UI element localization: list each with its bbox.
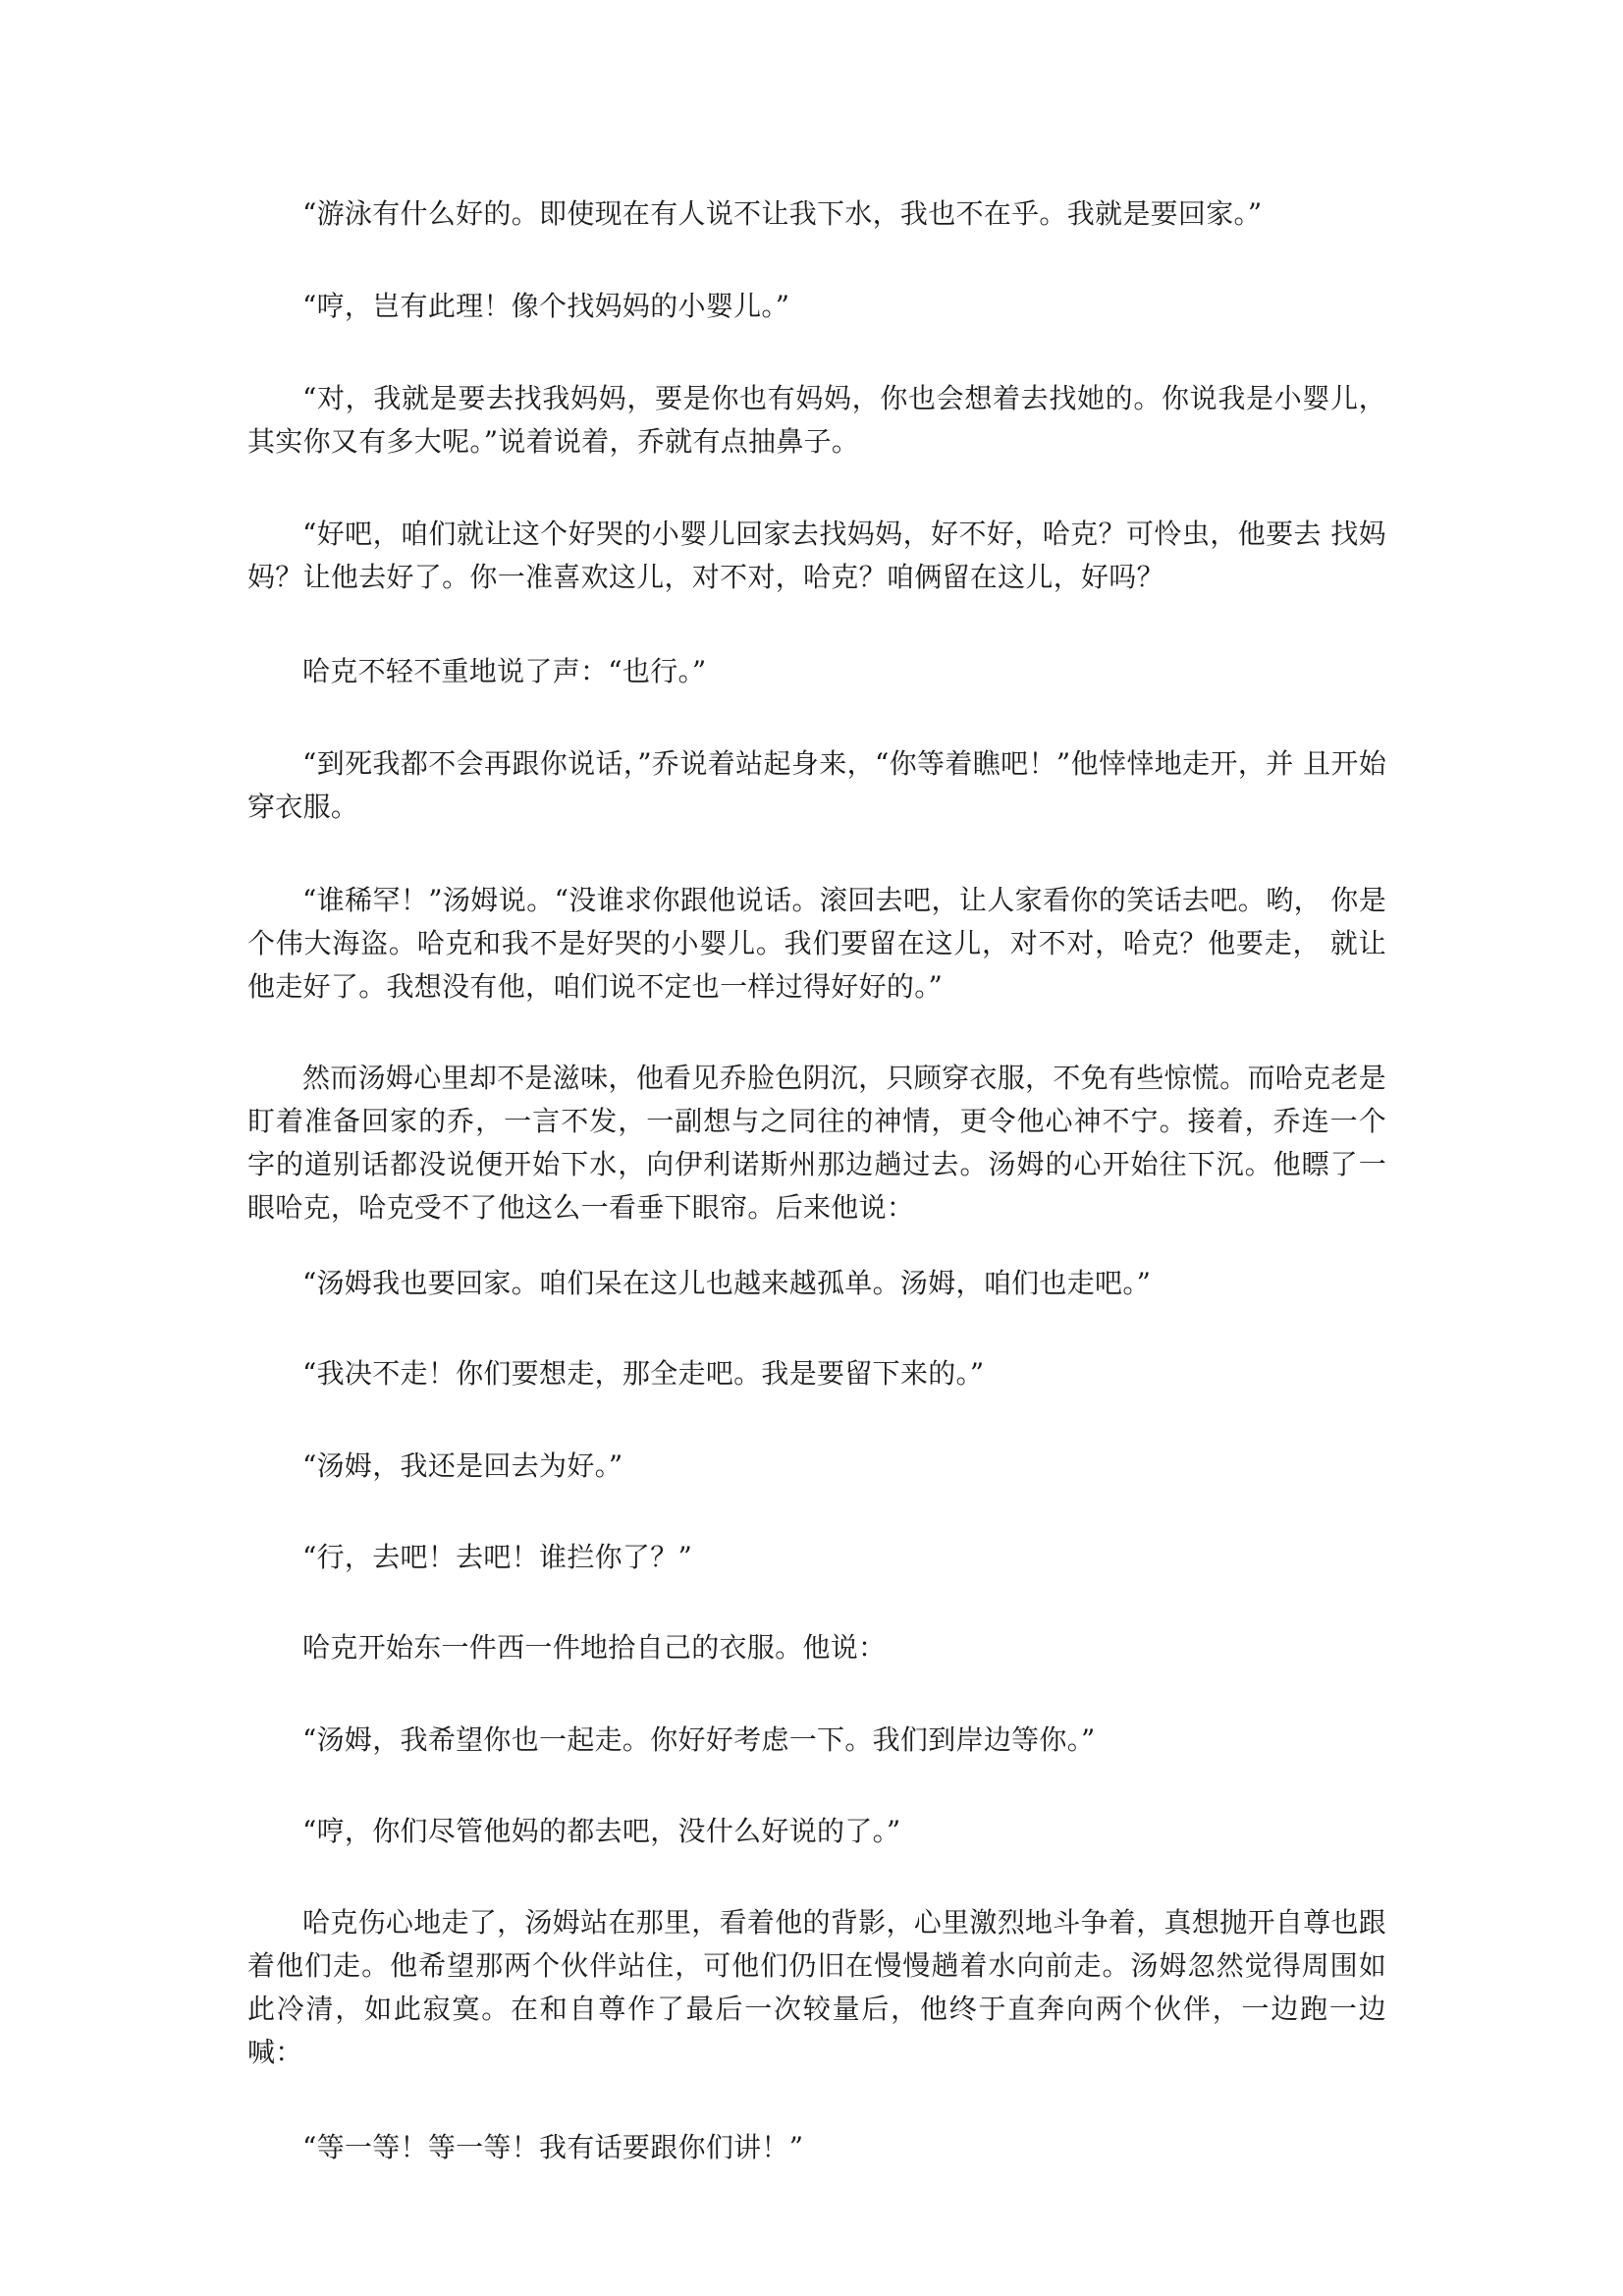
paragraph: “我决不走！你们要想走，那全走吧。我是要留下来的。”	[302, 1357, 985, 1390]
paragraph: “好吧，咱们就让这个好哭的小婴儿回家去找妈妈，好不好，哈克？可怜虫，他要去 找妈妈？让他去好了。你一准喜欢这儿，对不对，哈克？咱俩留在这儿，好吗？	[247, 518, 1386, 593]
paragraph: “游泳有什么好的。即使现在有人说不让我下水，我也不在乎。我就是要回家。”	[302, 197, 1263, 230]
paragraph: “汤姆，我还是回去为好。”	[302, 1449, 623, 1482]
paragraph: “汤姆，我希望你也一起走。你好好考虑一下。我们到岸边等你。”	[302, 1723, 1096, 1756]
paragraph: 哈克开始东一件西一件地拾自己的衣服。他说：	[302, 1631, 887, 1664]
paragraph: “汤姆我也要回家。咱们呆在这儿也越来越孤单。汤姆，咱们也走吧。”	[302, 1267, 1152, 1299]
paragraph: “哼，岂有此理！像个找妈妈的小婴儿。”	[302, 290, 790, 322]
paragraph: 哈克不轻不重地说了声：“也行。”	[302, 655, 707, 687]
paragraph: “哼，你们尽管他妈的都去吧，没什么好说的了。”	[302, 1815, 901, 1847]
paragraph: “对，我就是要去找我妈妈，要是你也有妈妈，你也会想着去找她的。你说我是小婴儿，其实你又有多大呢。”说着说着，乔就有点抽鼻子。	[247, 382, 1386, 458]
paragraph: “谁稀罕！”汤姆说。“没谁求你跟他说话。滚回去吧，让人家看你的笑话去吧。哟， 你是个伟大海盗。哈克和我不是好哭的小婴儿。我们要留在这儿，对不对，哈克？他要走， 就让他走好了。我想没有他，咱们说不定也一样过得好好的。”	[247, 884, 1386, 1003]
paragraph: “行，去吧！去吧！谁拦你了？”	[302, 1541, 693, 1573]
paragraph: 然而汤姆心里却不是滋味，他看见乔脸色阴沉，只顾穿衣服，不免有些惊慌。而哈克老是盯着准备回家的乔，一言不发，一副想与之同往的神情，更令他心神不宁。接着，乔连一个字的道别话都没说便开始下水，向伊利诺斯州那边趟过去。汤姆的心开始往下沉。他瞟了一眼哈克，哈克受不了他这么一看垂下眼帘。后来他说：	[247, 1062, 1386, 1224]
paragraph: “到死我都不会再跟你说话，”乔说着站起身来，“你等着瞧吧！”他悻悻地走开，并 且开始穿衣服。	[247, 747, 1386, 823]
paragraph: “等一等！等一等！我有话要跟你们讲！”	[302, 2131, 804, 2163]
paragraph: 哈克伤心地走了，汤姆站在那里，看着他的背影，心里激烈地斗争着，真想抛开自尊也跟着他们走。他希望那两个伙伴站住，可他们仍旧在慢慢趟着水向前走。汤姆忽然觉得周围如此冷清，如此寂寞。在和自尊作了最后一次较量后，他终于直奔向两个伙伴，一边跑一边喊：	[247, 1906, 1386, 2068]
